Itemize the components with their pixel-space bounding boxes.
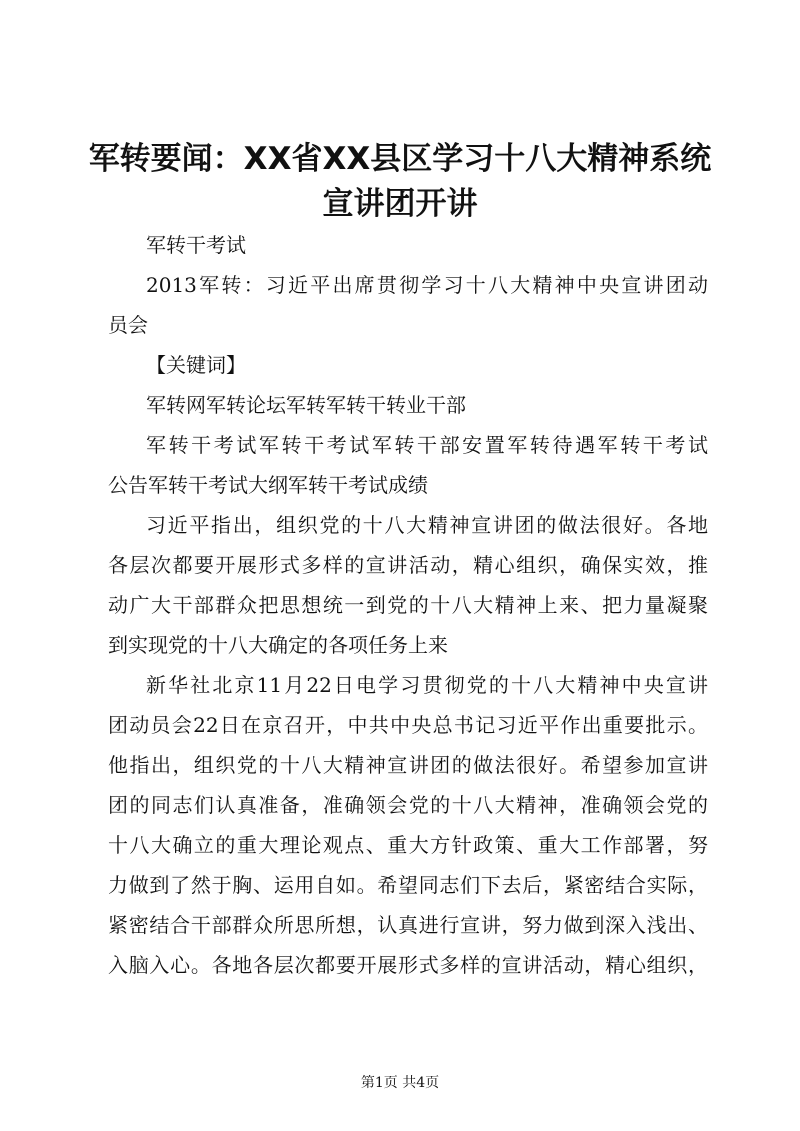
document-body: [108, 225, 708, 985]
text-line: 动广大干部群众把思想统一到党的十八大精神上来、把力量凝聚: [108, 593, 708, 617]
text-line: 习近平指出，组织党的十八大精神宣讲团的做法很好。各地: [146, 513, 708, 537]
text-line: 公告军转干考试大纲军转干考试成绩: [108, 473, 428, 497]
text-line: 团的同志们认真准备，准确领会党的十八大精神，准确领会党的: [108, 793, 708, 817]
text-line: 各层次都要开展形式多样的宣讲活动，精心组织，确保实效，推: [108, 553, 708, 577]
page-footer: 第1页 共4页: [360, 1075, 440, 1091]
title-line-1: 军转要闻：XX省XX县区学习十八大精神系统: [88, 141, 712, 177]
text-line: 员会: [108, 313, 148, 337]
text-line: 团动员会22日在京召开，中共中央总书记习近平作出重要批示。: [108, 713, 708, 737]
document-title: [20, 137, 780, 227]
text-line: 军转干考试军转干考试军转干部安置军转待遇军转干考试: [146, 433, 708, 457]
text-line: 新华社北京11月22日电学习贯彻党的十八大精神中央宣讲: [146, 673, 708, 697]
text-line: 军转网军转论坛军转军转干转业干部: [146, 393, 466, 417]
text-line: 军转干考试: [146, 233, 246, 257]
text-line: 他指出，组织党的十八大精神宣讲团的做法很好。希望参加宣讲: [108, 753, 708, 777]
text-line: 到实现党的十八大确定的各项任务上来: [108, 633, 448, 657]
text-line: 【关键词】: [146, 353, 246, 377]
title-line-2: 宣讲团开讲: [322, 186, 478, 222]
text-line: 2013军转：习近平出席贯彻学习十八大精神中央宣讲团动: [146, 273, 708, 297]
text-line: 十八大确立的重大理论观点、重大方针政策、重大工作部署，努: [108, 833, 708, 857]
text-line: 入脑入心。各地各层次都要开展形式多样的宣讲活动，精心组织，: [108, 953, 708, 977]
text-line: 力做到了然于胸、运用自如。希望同志们下去后，紧密结合实际，: [108, 873, 708, 897]
text-line: 紧密结合干部群众所思所想，认真进行宣讲，努力做到深入浅出、: [108, 913, 708, 937]
